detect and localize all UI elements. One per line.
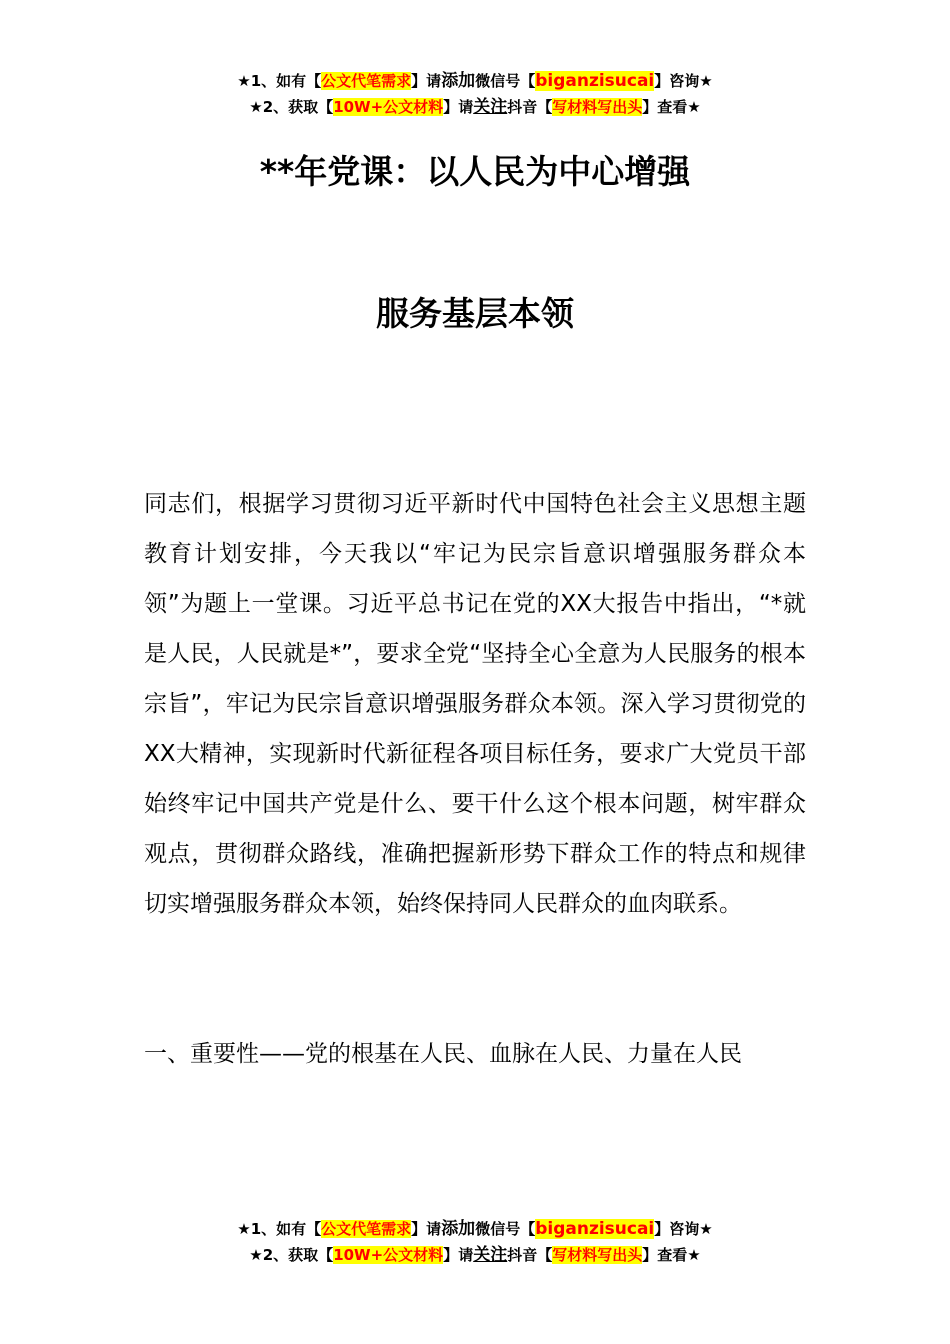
document-title-line-2: 服务基层本领 (376, 294, 574, 333)
banner-line-1 (0, 68, 950, 94)
banner-text: ★2、获取【 (249, 98, 334, 116)
banner-text: 】咨询★ (654, 1220, 713, 1238)
banner-text: ★1、如有【 (237, 1220, 322, 1238)
banner-text: 】请 (443, 1246, 474, 1264)
banner-text: 】咨询★ (654, 72, 713, 90)
banner-emphasis: 关注 (473, 1245, 508, 1265)
banner-line-2 (0, 1242, 950, 1268)
body-paragraph: 同志们，根据学习贯彻习近平新时代中国特色社会主义思想主题教育计划安排，今天我以“牢记为民宗旨意识增强服务群众本领”为题上一堂课。习近平总书记在党的XX大报告中指出，“*就是人民，人民就是*”，要求全党“坚持全心全意为人民服务的根本宗旨”，牢记为民宗旨意识增强服务群众本领。深入学习贯彻党的XX大精神，实现新时代新征程各项目标任务，要求广大党员干部始终牢记中国共产党是什么、要干什么这个根本问题，树牢群众观点，贯彻群众路线，准确把握新形势下群众工作的特点和规律切实增强服务群众本领，始终保持同人民群众的血肉联系。 (144, 491, 806, 917)
banner-emphasis: 关注 (473, 97, 508, 117)
banner-text: 】查看★ (642, 1246, 701, 1264)
banner-douyin-id: 写材料写出头 (552, 1246, 643, 1264)
banner-text: ★2、获取【 (249, 1246, 334, 1264)
banner-highlight: 10W+公文材料 (333, 1246, 444, 1264)
banner-wechat-id: biganzisucai (535, 1219, 655, 1239)
banner-emphasis: 添加 (441, 1219, 476, 1239)
document-title-line-1: **年党课：以人民为中心增强 (259, 152, 691, 191)
banner-text: ★1、如有【 (237, 72, 322, 90)
banner-highlight: 公文代笔需求 (321, 72, 412, 90)
banner-line-2 (0, 94, 950, 120)
banner-text: 抖音【 (507, 1246, 553, 1264)
banner-wechat-id: biganzisucai (535, 71, 655, 91)
banner-text: 微信号【 (475, 72, 536, 90)
banner-text: 】请 (411, 1220, 442, 1238)
banner-highlight: 10W+公文材料 (333, 98, 444, 116)
banner-text: 】查看★ (642, 98, 701, 116)
banner-highlight: 公文代笔需求 (321, 1220, 412, 1238)
banner-text: 】请 (411, 72, 442, 90)
top-banner (0, 68, 950, 120)
bottom-banner (0, 1216, 950, 1268)
banner-text: 微信号【 (475, 1220, 536, 1238)
banner-emphasis: 添加 (441, 71, 476, 91)
banner-text: 抖音【 (507, 98, 553, 116)
section-heading: 一、重要性——党的根基在人民、血脉在人民、力量在人民 (144, 1041, 742, 1067)
banner-text: 】请 (443, 98, 474, 116)
banner-douyin-id: 写材料写出头 (552, 98, 643, 116)
banner-line-1 (0, 1216, 950, 1242)
